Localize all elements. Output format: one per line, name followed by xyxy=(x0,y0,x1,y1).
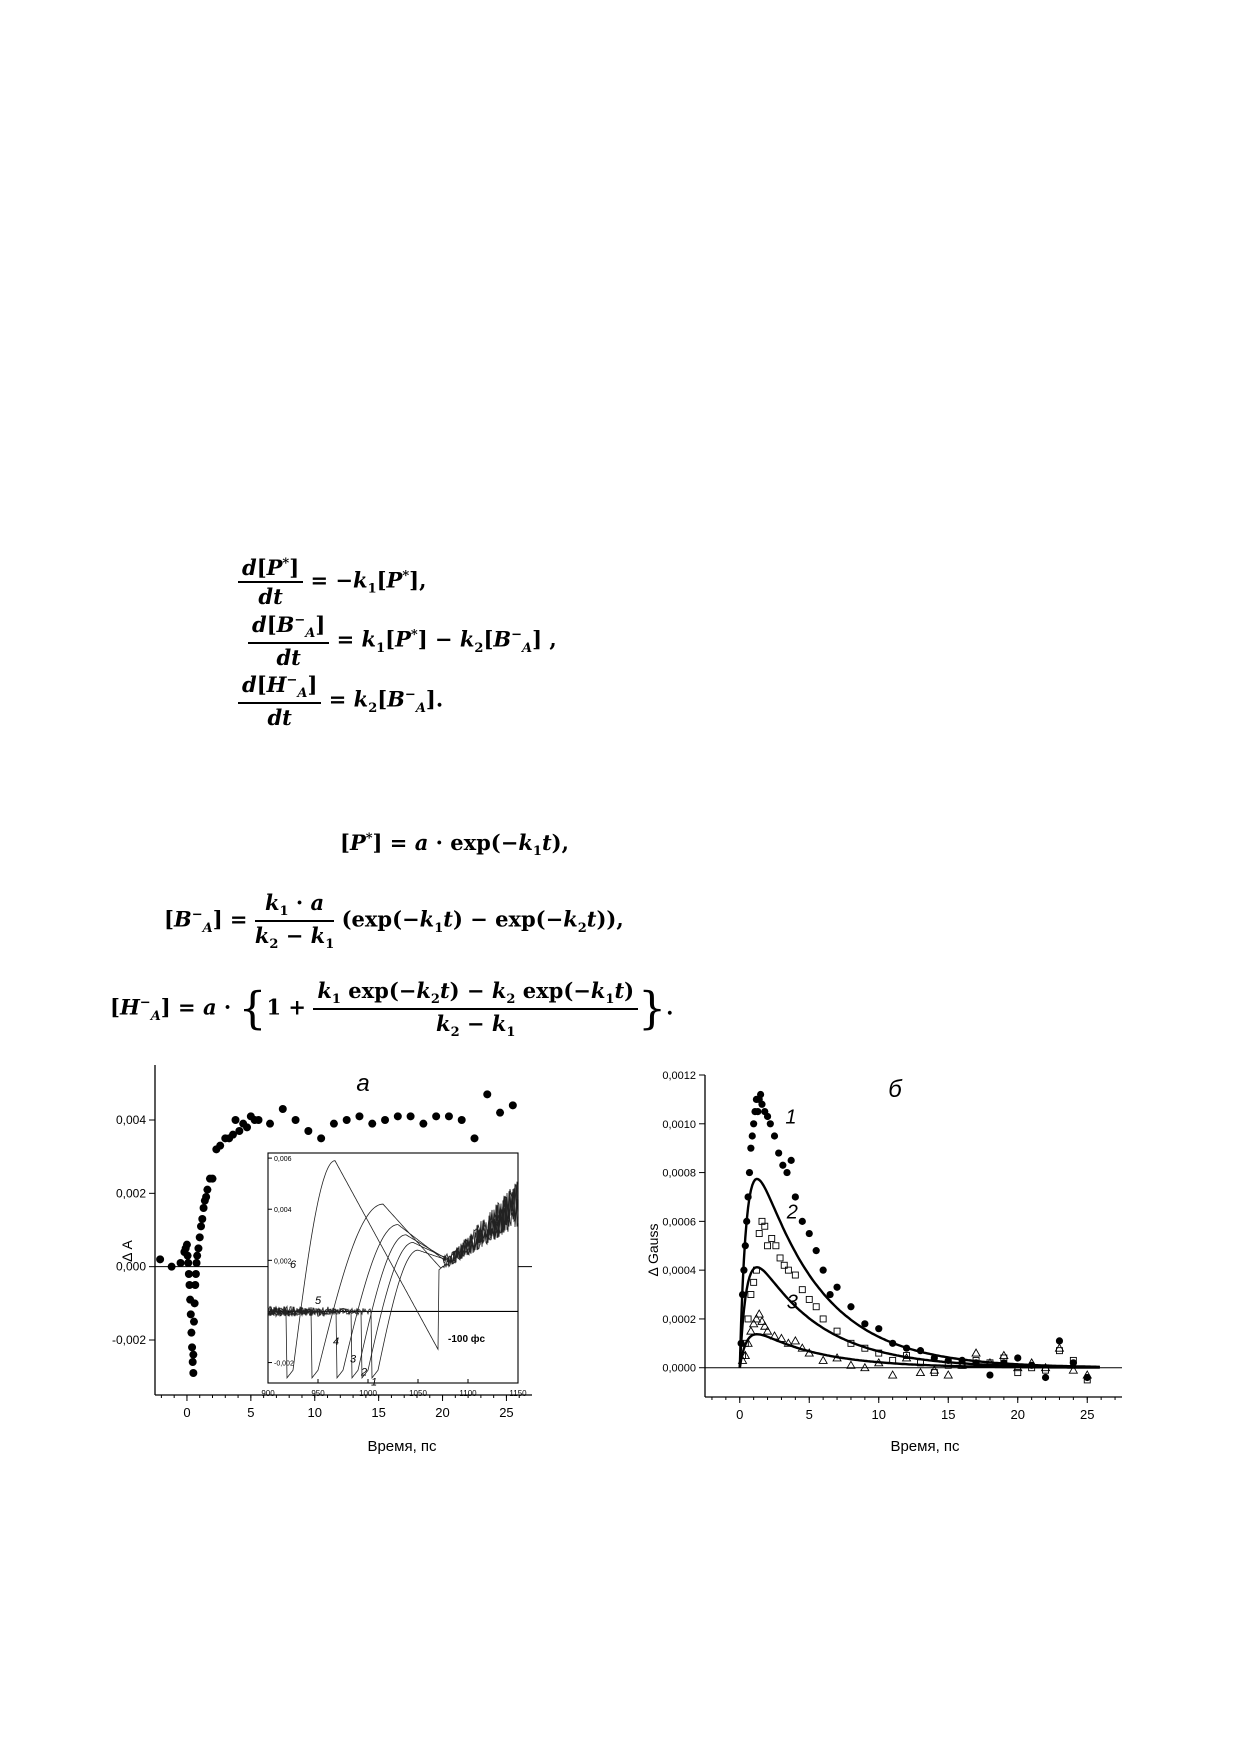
data-point-3 xyxy=(752,1315,760,1322)
inset-x-tick-label: 1100 xyxy=(459,1389,477,1398)
inset-curve-label: 5 xyxy=(315,1294,322,1307)
inset-x-tick-label: 1150 xyxy=(509,1389,527,1398)
data-point-a xyxy=(188,1343,196,1351)
y-tick-label-b: 0,0008 xyxy=(662,1167,696,1180)
data-point-1 xyxy=(813,1247,820,1254)
data-point-2 xyxy=(769,1235,775,1241)
x-tick-label-a: 5 xyxy=(247,1405,255,1420)
data-point-1 xyxy=(847,1303,854,1310)
data-point-1 xyxy=(827,1291,834,1298)
data-point-3 xyxy=(755,1310,763,1317)
data-point-a xyxy=(191,1299,199,1307)
data-point-1 xyxy=(739,1291,746,1298)
inset-x-tick-label: 1050 xyxy=(409,1389,427,1398)
data-point-2 xyxy=(820,1316,826,1322)
data-point-a xyxy=(445,1112,453,1120)
y-tick-label-b: 0,0012 xyxy=(662,1070,696,1082)
x-tick-label-b: 15 xyxy=(941,1407,956,1422)
data-point-a xyxy=(187,1329,195,1337)
data-point-a xyxy=(209,1175,217,1183)
data-point-2 xyxy=(748,1292,754,1298)
data-point-a xyxy=(496,1109,504,1117)
y-axis-label-b: Δ Gauss xyxy=(645,1223,661,1277)
data-point-2 xyxy=(777,1255,783,1261)
data-point-1 xyxy=(861,1320,868,1327)
data-point-a xyxy=(368,1120,376,1128)
data-point-a xyxy=(187,1310,195,1318)
data-point-a xyxy=(279,1105,287,1113)
data-point-a xyxy=(509,1101,517,1109)
data-point-1 xyxy=(806,1230,813,1237)
y-tick-label-a: -0,002 xyxy=(111,1333,146,1347)
data-point-a xyxy=(266,1120,274,1128)
y-axis-label-a: Δ A xyxy=(119,1240,135,1262)
data-point-a xyxy=(292,1116,300,1124)
panel-label-b: б xyxy=(888,1076,902,1103)
data-point-a xyxy=(216,1142,224,1150)
data-point-3 xyxy=(889,1371,897,1378)
data-point-1 xyxy=(972,1359,979,1366)
data-point-1 xyxy=(758,1101,765,1108)
data-point-1 xyxy=(779,1162,786,1169)
data-point-1 xyxy=(1000,1359,1007,1366)
data-point-1 xyxy=(754,1108,761,1115)
data-point-a xyxy=(330,1120,338,1128)
data-point-1 xyxy=(764,1113,771,1120)
data-point-a xyxy=(419,1120,427,1128)
data-point-1 xyxy=(792,1193,799,1200)
data-point-1 xyxy=(775,1149,782,1156)
data-point-a xyxy=(183,1241,191,1249)
data-point-2 xyxy=(773,1243,779,1249)
data-point-a xyxy=(196,1233,204,1241)
inset-x-tick-label: 950 xyxy=(311,1389,325,1398)
data-point-1 xyxy=(749,1132,756,1139)
inset-curve-label: 6 xyxy=(290,1259,297,1272)
data-point-a xyxy=(156,1255,164,1263)
data-point-3 xyxy=(764,1327,772,1334)
data-point-3 xyxy=(747,1327,755,1334)
ode-p-star: $\frac{d[P^*]}{dt}$ = $-k_1[P^*]$, xyxy=(238,555,426,609)
data-point-a xyxy=(184,1259,192,1267)
chart-a xyxy=(100,1055,620,1455)
data-point-2 xyxy=(756,1231,762,1237)
y-tick-label-b: 0,0002 xyxy=(662,1313,696,1326)
data-point-a xyxy=(198,1215,206,1223)
inset-curve-label: 1 xyxy=(371,1376,378,1389)
data-point-3 xyxy=(972,1349,980,1356)
y-tick-label-b: 0,0004 xyxy=(662,1265,696,1278)
data-point-a xyxy=(343,1116,351,1124)
x-tick-label-b: 0 xyxy=(736,1407,744,1422)
y-tick-label-b: 0,0006 xyxy=(662,1216,696,1229)
data-point-1 xyxy=(799,1218,806,1225)
data-point-2 xyxy=(806,1296,812,1302)
y-tick-label-a: 0,002 xyxy=(115,1186,146,1201)
data-point-1 xyxy=(746,1169,753,1176)
data-point-1 xyxy=(945,1357,952,1364)
data-point-a xyxy=(177,1259,185,1267)
data-point-1 xyxy=(903,1345,910,1352)
data-point-1 xyxy=(1014,1354,1021,1361)
series-label: 1 xyxy=(785,1106,797,1129)
data-point-a xyxy=(381,1116,389,1124)
data-point-a xyxy=(192,1270,200,1278)
x-tick-label-b: 20 xyxy=(1010,1407,1025,1422)
data-point-a xyxy=(483,1090,491,1098)
data-point-a xyxy=(355,1112,363,1120)
data-point-a xyxy=(194,1244,202,1252)
data-point-1 xyxy=(742,1242,749,1249)
data-point-1 xyxy=(771,1132,778,1139)
data-point-a xyxy=(232,1116,240,1124)
inset-annotation: -100 фс xyxy=(448,1334,486,1346)
inset-y-tick-label: 0,004 xyxy=(274,1207,292,1215)
x-tick-label-b: 5 xyxy=(805,1407,813,1422)
data-point-a xyxy=(432,1112,440,1120)
panel-label-a: а xyxy=(356,1070,370,1097)
data-point-a xyxy=(235,1127,243,1135)
data-point-3 xyxy=(761,1322,769,1329)
data-point-2 xyxy=(792,1272,798,1278)
series-label: 2 xyxy=(786,1201,798,1224)
data-point-a xyxy=(193,1259,201,1267)
data-point-a xyxy=(190,1318,198,1326)
data-point-a xyxy=(394,1112,402,1120)
data-point-2 xyxy=(751,1279,757,1285)
data-point-1 xyxy=(820,1267,827,1274)
data-point-a xyxy=(470,1134,478,1142)
x-tick-label-b: 10 xyxy=(871,1407,886,1422)
inset-curve-label: 4 xyxy=(333,1335,340,1348)
series-label: 3 xyxy=(786,1291,798,1314)
x-tick-label-a: 15 xyxy=(371,1405,386,1420)
inset-y-tick-label: -0,002 xyxy=(274,1360,294,1368)
data-point-1 xyxy=(889,1340,896,1347)
ode-b-a: $\frac{d[B^-_A]}{dt}$ = $k_1[P^*] - k_2[B^-_A]$ , xyxy=(248,612,557,670)
inset-y-tick-label: 0,006 xyxy=(274,1156,292,1164)
data-point-3 xyxy=(791,1337,799,1344)
data-point-1 xyxy=(788,1157,795,1164)
data-point-2 xyxy=(765,1243,771,1249)
data-point-1 xyxy=(1042,1374,1049,1381)
data-point-3 xyxy=(944,1371,952,1378)
data-point-a xyxy=(189,1369,197,1377)
data-point-a xyxy=(184,1252,192,1260)
x-tick-label-b: 25 xyxy=(1080,1407,1095,1422)
chart-b xyxy=(640,1055,1140,1455)
data-point-1 xyxy=(767,1120,774,1127)
x-tick-label-a: 20 xyxy=(435,1405,450,1420)
data-point-a xyxy=(189,1358,197,1366)
data-point-1 xyxy=(917,1347,924,1354)
x-tick-label-a: 10 xyxy=(307,1405,322,1420)
data-point-a xyxy=(191,1281,199,1289)
data-point-1 xyxy=(986,1371,993,1378)
data-point-1 xyxy=(931,1354,938,1361)
data-point-a xyxy=(197,1222,205,1230)
inset-frame xyxy=(268,1153,518,1383)
solution-p-star: $[P^*] = a \cdot \exp(-k_1t)$, xyxy=(340,830,569,860)
y-tick-label-b: 0,0000 xyxy=(662,1362,696,1375)
data-point-a xyxy=(168,1263,176,1271)
solution-h-a: $[H^-_A] = a \cdot \{1$ + $\frac{k_1 \exp(-k_2t) - k_2 \exp(-k_1t)}{k_2 - k_1}$ }. xyxy=(110,978,674,1041)
data-point-1 xyxy=(783,1169,790,1176)
data-point-1 xyxy=(750,1120,757,1127)
inset-y-tick-label: 0,002 xyxy=(274,1258,292,1266)
data-point-2 xyxy=(834,1328,840,1334)
data-point-a xyxy=(202,1193,210,1201)
data-point-2 xyxy=(799,1287,805,1293)
y-tick-label-a: 0,000 xyxy=(115,1259,146,1274)
data-point-1 xyxy=(747,1145,754,1152)
y-tick-label-a: 0,004 xyxy=(115,1113,146,1127)
inset-curve-label: 2 xyxy=(361,1366,368,1379)
data-point-a xyxy=(255,1116,263,1124)
data-point-a xyxy=(193,1252,201,1260)
data-point-1 xyxy=(743,1218,750,1225)
data-point-a xyxy=(185,1270,193,1278)
data-point-a xyxy=(304,1127,312,1135)
data-point-2 xyxy=(745,1316,751,1322)
solution-b-a: $[B^-_A]$ = $\frac{k_1 \cdot a}{k_2 - k_1}$ $(\exp(-k_1t) - \exp(-k_2t))$, xyxy=(164,890,624,953)
data-point-3 xyxy=(758,1317,766,1324)
data-point-a xyxy=(317,1134,325,1142)
data-point-1 xyxy=(740,1267,747,1274)
data-point-a xyxy=(189,1351,197,1359)
x-axis-label-a: Время, пс xyxy=(367,1438,437,1455)
data-point-a xyxy=(200,1204,208,1212)
data-point-a xyxy=(243,1123,251,1131)
data-point-a xyxy=(458,1116,466,1124)
y-tick-label-b: 0,0010 xyxy=(662,1118,696,1131)
x-tick-label-a: 0 xyxy=(183,1405,191,1420)
data-point-1 xyxy=(744,1193,751,1200)
data-point-2 xyxy=(813,1304,819,1310)
data-point-a xyxy=(407,1112,415,1120)
x-axis-label-b: Время, пс xyxy=(890,1438,960,1455)
inset-x-tick-label: 1000 xyxy=(359,1389,377,1398)
data-point-1 xyxy=(738,1340,745,1347)
data-point-3 xyxy=(819,1356,827,1363)
data-point-3 xyxy=(916,1369,924,1376)
ode-h-a: $\frac{d[H^-_A]}{dt}$ = $k_2[B^-_A]$. xyxy=(238,672,443,730)
x-tick-label-a: 25 xyxy=(499,1405,514,1420)
data-point-a xyxy=(203,1186,211,1194)
inset-y-tick-label: 0,000 xyxy=(274,1309,292,1317)
inset-x-tick-label: 900 xyxy=(261,1389,275,1398)
data-point-1 xyxy=(875,1325,882,1332)
data-point-1 xyxy=(833,1284,840,1291)
inset-curve-label: 3 xyxy=(350,1353,357,1366)
data-point-1 xyxy=(757,1091,764,1098)
